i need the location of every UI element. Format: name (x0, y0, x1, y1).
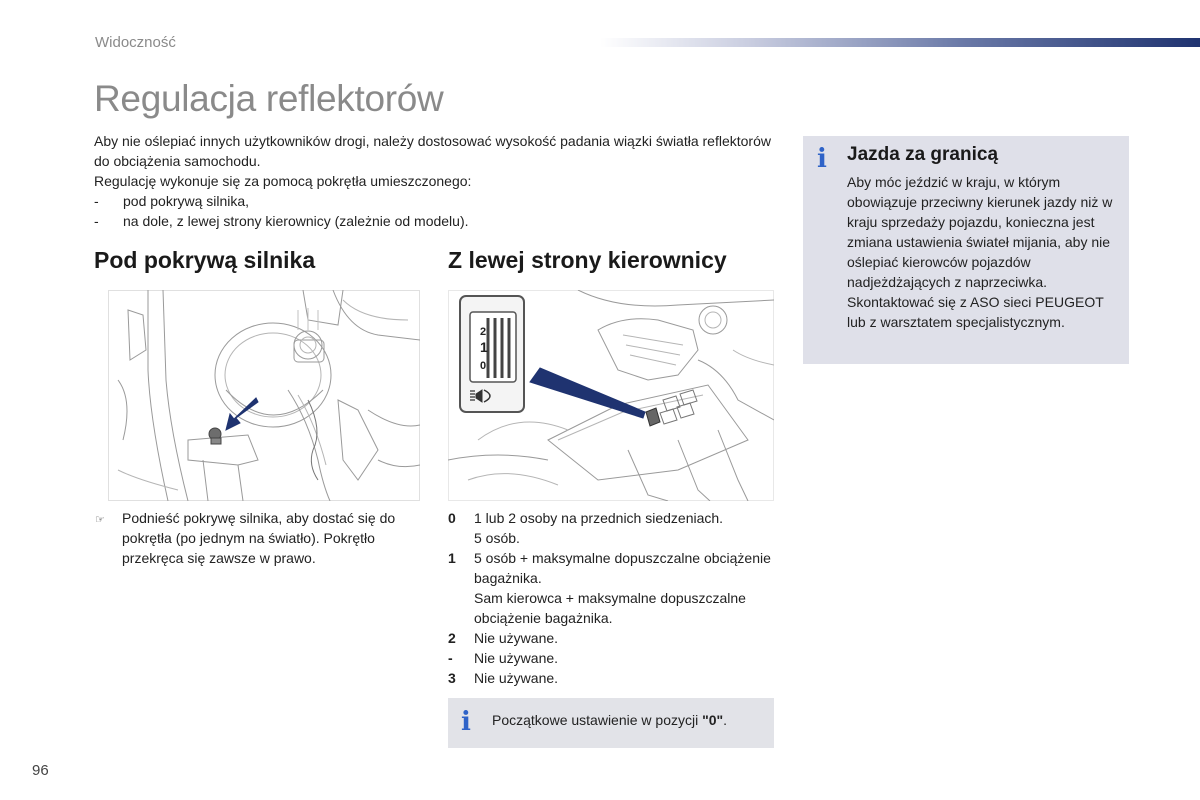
note-text-before: Początkowe ustawienie w pozycji (492, 712, 703, 728)
info-icon: i (817, 144, 827, 174)
dial-label: 0 (480, 360, 487, 372)
legend-key: - (448, 650, 453, 666)
list-item-text: na dole, z lewej strony kierownicy (zależnie od modelu). (123, 213, 469, 229)
section-heading-engine: Pod pokrywą silnika (94, 247, 316, 273)
intro-paragraph: Regulację wykonuje się za pomocą pokrętła umieszczonego: (94, 173, 472, 189)
engine-bay-illustration (108, 290, 420, 501)
dial-label: 1 (480, 339, 488, 355)
legend-text: 5 osób. (474, 530, 520, 546)
note-text-after: . (723, 712, 728, 728)
instruction-text: Podnieść pokrywę silnika, aby dostać się do pokrętła (po jednym na światło). Pokrętło przekręca się zawsze w prawo. (122, 510, 396, 566)
list-item (94, 191, 774, 211)
list-item-text: pod pokrywą silnika, (123, 193, 250, 209)
dashboard-illustration (448, 290, 774, 501)
instruction-step (95, 508, 415, 568)
legend-text: Sam kierowca + maksymalne dopuszczalne obciążenie bagażnika. (474, 590, 746, 626)
legend-text: Nie używane. (474, 630, 559, 646)
page-title: Regulacja reflektorów (94, 78, 444, 119)
list-dash: - (94, 193, 99, 209)
pointer-arrow (226, 398, 258, 430)
list-dash: - (94, 213, 99, 229)
legend-row (448, 668, 778, 688)
intro-text (94, 131, 774, 231)
legend-key: 0 (448, 510, 456, 526)
dial-label: 2 (480, 326, 487, 338)
legend-text: Nie używane. (474, 670, 559, 686)
note-text (492, 710, 727, 730)
legend-row (448, 628, 778, 648)
legend-row (448, 548, 778, 628)
pointer-arrow (530, 368, 645, 418)
intro-paragraph: Aby nie oślepiać innych użytkowników drogi, należy dostosować wysokość padania wiązki światła reflektorów do obciążenia samochodu. (94, 133, 771, 169)
legend-row (448, 648, 778, 668)
legend-key: 2 (448, 630, 456, 646)
list-item (94, 211, 774, 231)
info-icon: i (461, 707, 471, 737)
info-box-title: Jazda za granicą (847, 144, 999, 165)
note-value: "0" (702, 712, 724, 728)
info-box-driving-abroad (803, 136, 1129, 364)
header-gradient-bar (600, 38, 1200, 47)
section-label: Widoczność (95, 34, 176, 51)
legend-row (448, 508, 778, 548)
legend-key: 3 (448, 670, 456, 686)
pointing-hand-icon: ☞ (95, 514, 105, 526)
legend-text: 1 lub 2 osoby na przednich siedzeniach. (474, 510, 724, 526)
info-box-text: Aby móc jeździć w kraju, w którym obowiązuje przeciwny kierunek jazdy niż w kraju sprzedaży pojazdu, konieczna jest zmiana ustawienia świateł mijania, aby nie oślepiać kierowców pojazdów nadjeżdżających z naprzeciwka. Skontaktować się z ASO sieci PEUGEOT lub z warsztatem specjalistycznym. (847, 174, 1113, 330)
legend-key: 1 (448, 550, 456, 566)
page-number: 96 (32, 762, 49, 779)
legend-text: Nie używane. (474, 650, 559, 666)
legend-text: 5 osób + maksymalne dopuszczalne obciążenie bagażnika. (474, 550, 771, 586)
initial-setting-note (448, 698, 774, 748)
dial-position-legend (448, 508, 778, 688)
section-heading-steering: Z lewej strony kierownicy (448, 247, 727, 273)
